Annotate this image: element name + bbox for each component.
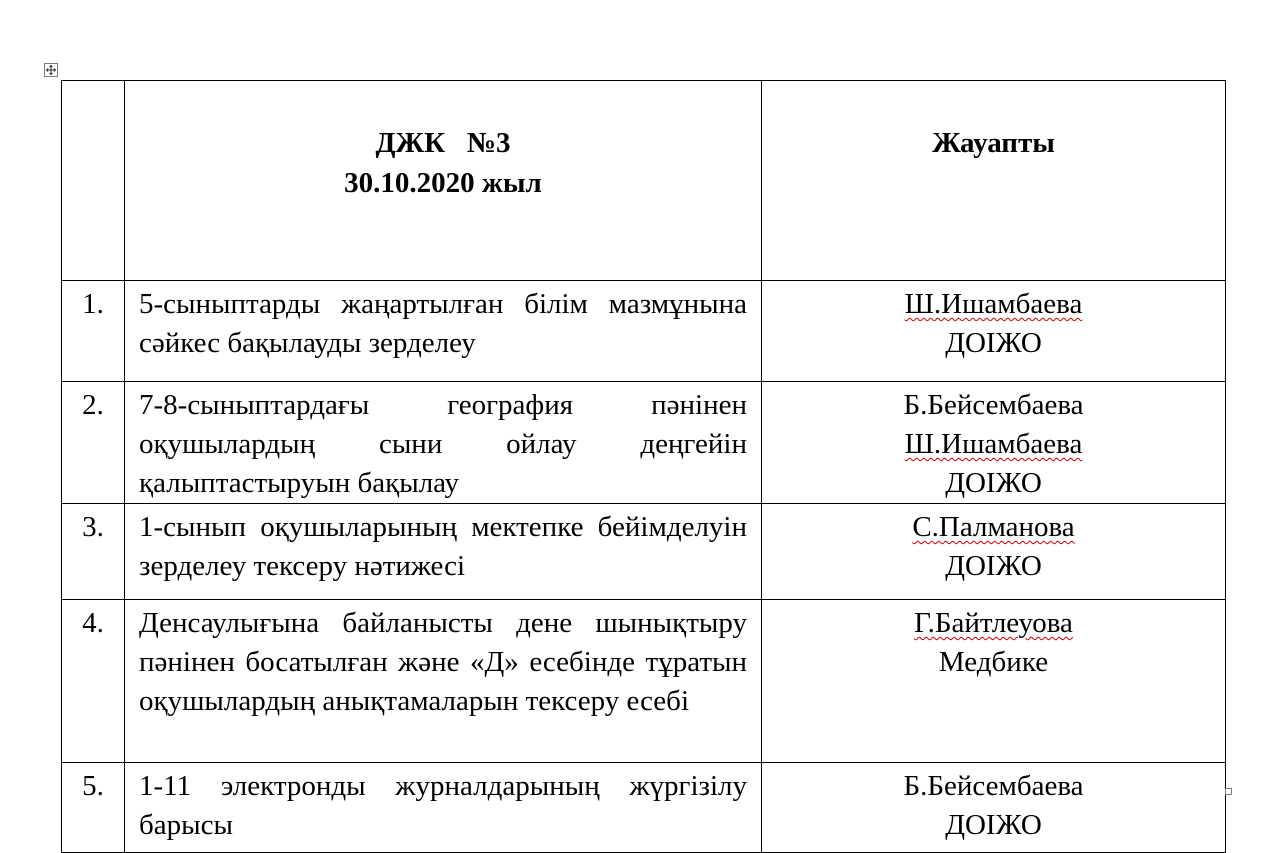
header-number-cell[interactable]	[62, 81, 125, 281]
row-responsible[interactable]	[762, 382, 1226, 504]
table-row	[62, 600, 1226, 763]
responsible-person: ДОІЖО	[945, 550, 1042, 582]
responsible-person: ДОІЖО	[945, 467, 1042, 499]
row-responsible[interactable]	[762, 600, 1226, 763]
row-topic[interactable]: Денсаулығына байланысты дене шынықтыру пәнінен босатылған және «Д» есебінде тұратын оқушылардың анықтамаларын тексеру есебі	[125, 600, 762, 763]
responsible-person: Б.Бейсембаева	[903, 389, 1084, 421]
table-row	[62, 382, 1226, 504]
row-topic[interactable]: 1-сынып оқушыларының мектепке бейімделуін зерделеу тексеру нәтижесі	[125, 504, 762, 600]
meeting-date: 30.10.2020 жыл	[344, 167, 542, 199]
table-row	[62, 504, 1226, 600]
row-number[interactable]: 5.	[62, 763, 125, 853]
responsible-person: ДОІЖО	[945, 809, 1042, 841]
responsible-person: ДОІЖО	[945, 327, 1042, 359]
row-number[interactable]: 3.	[62, 504, 125, 600]
responsible-person: Г.Байтлеуова	[914, 607, 1073, 639]
responsible-person: Б.Бейсембаева	[903, 770, 1084, 802]
move-arrows-icon	[45, 64, 57, 76]
table-row	[62, 763, 1226, 853]
header-title-cell[interactable]	[125, 81, 762, 281]
row-responsible[interactable]	[762, 763, 1226, 853]
agenda-table	[61, 80, 1226, 853]
responsible-heading: Жауапты	[932, 127, 1055, 159]
row-topic[interactable]: 5-сыныптарды жаңартылған білім мазмұнына сәйкес бақылауды зерделеу	[125, 281, 762, 382]
row-number[interactable]: 2.	[62, 382, 125, 504]
row-number[interactable]: 1.	[62, 281, 125, 382]
meeting-title: ДЖК №3	[375, 127, 511, 159]
row-topic[interactable]: 7-8-сыныптардағы география пәнінен оқушылардың сыни ойлау деңгейін қалыптастыруын бақылау	[125, 382, 762, 504]
header-responsible-cell[interactable]	[762, 81, 1226, 281]
table-move-handle[interactable]	[44, 63, 58, 77]
responsible-person: Ш.Ишамбаева	[904, 288, 1083, 320]
table-header-row	[62, 81, 1226, 281]
row-number[interactable]: 4.	[62, 600, 125, 763]
row-topic[interactable]: 1-11 электронды журналдарының жүргізілу барысы	[125, 763, 762, 853]
row-responsible[interactable]	[762, 281, 1226, 382]
row-responsible[interactable]	[762, 504, 1226, 600]
table-resize-handle[interactable]	[1225, 788, 1232, 795]
table-row	[62, 281, 1226, 382]
responsible-person: Ш.Ишамбаева	[904, 428, 1083, 460]
responsible-person: Медбике	[938, 646, 1049, 678]
responsible-person: С.Палманова	[912, 511, 1075, 543]
